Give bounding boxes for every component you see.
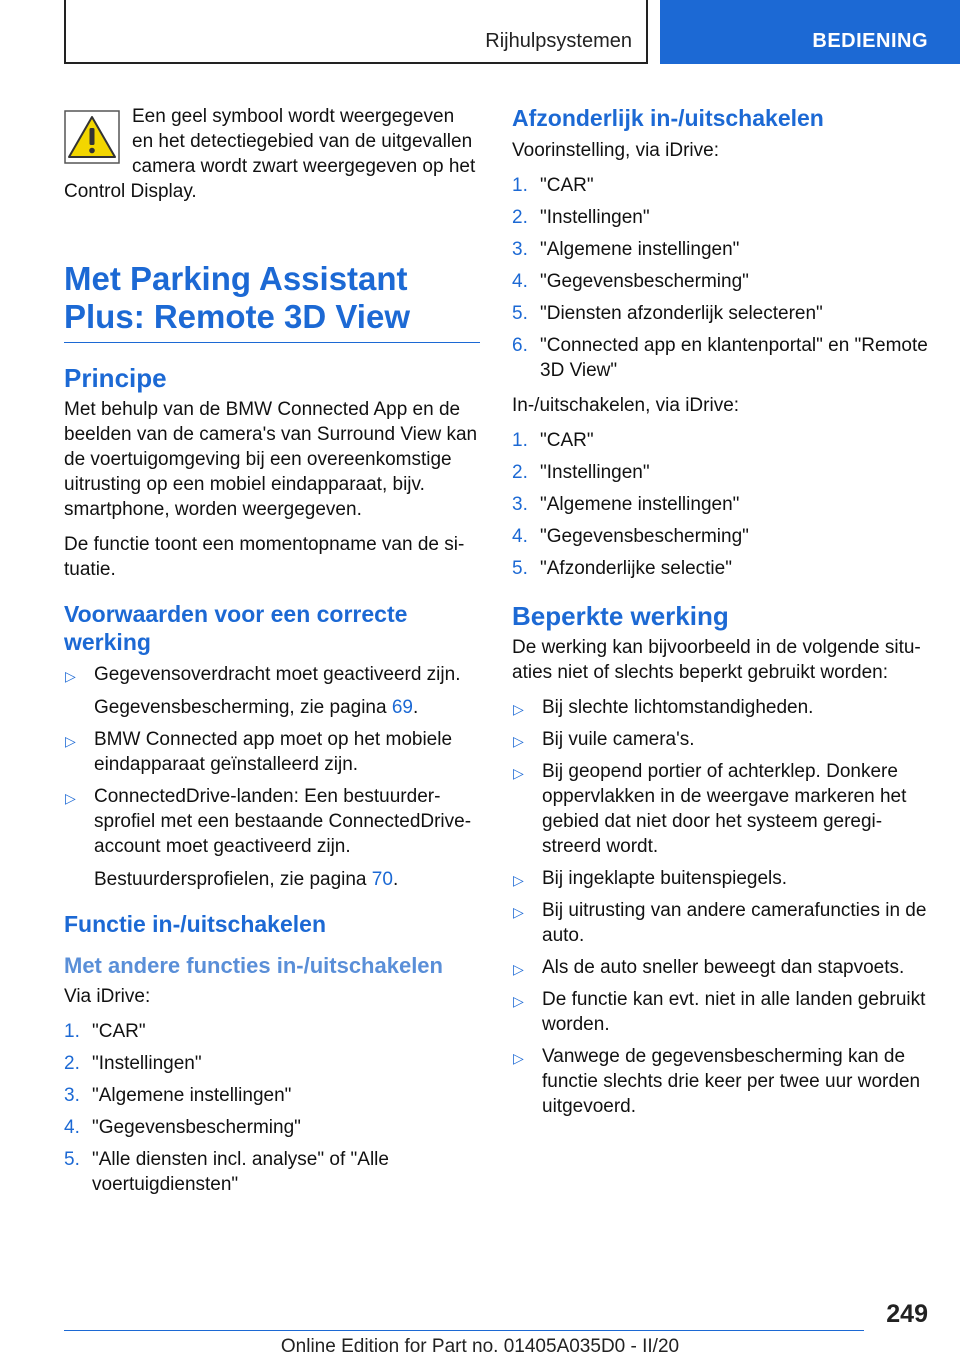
list-item — [64, 1083, 480, 1108]
step-text: "Instellingen" — [540, 462, 650, 483]
triangle-bullet-icon: ▷ — [513, 872, 524, 888]
list-item — [512, 301, 930, 326]
header-chapter-tab[interactable] — [660, 0, 960, 64]
list-item — [64, 784, 480, 892]
step-text: "Alle diensten incl. analyse" of "Alle voertuigdiensten" — [92, 1149, 389, 1195]
triangle-bullet-icon: ▷ — [513, 733, 524, 749]
list-item — [64, 1019, 480, 1044]
step-number: 5. — [512, 558, 528, 579]
toggle-steps — [512, 428, 930, 581]
list-item — [512, 492, 930, 517]
limited-intro: De werking kan bijvoorbeeld in de volgende situaties niet of slechts beperkt gebruikt worden: — [512, 637, 921, 683]
list-item-text: Vanwege de gegevensbescherming kan de functie slechts drie keer per twee uur worden uitgevoerd. — [542, 1046, 921, 1117]
triangle-bullet-icon: ▷ — [65, 668, 76, 684]
separately-heading: Afzonderlijk in-/uitschakelen — [512, 105, 824, 131]
page-number: 249 — [886, 1300, 928, 1328]
list-item — [512, 987, 930, 1037]
triangle-bullet-icon: ▷ — [513, 961, 524, 977]
page-link[interactable]: 70 — [371, 869, 393, 890]
step-text: "Gegevensbescherming" — [92, 1117, 301, 1138]
left-column — [64, 104, 480, 1207]
step-number: 5. — [64, 1149, 80, 1170]
step-number: 1. — [64, 1021, 80, 1042]
function-heading: Functie in-/uitschakelen — [64, 911, 326, 937]
limitations-list — [512, 695, 930, 1119]
step-text: "Algemene instellingen" — [92, 1085, 292, 1106]
list-item-text: Gegevensoverdracht moet geactiveerd zijn. — [94, 664, 461, 685]
list-item — [64, 1115, 480, 1140]
list-item-text: BMW Connected app moet op het mobiele eindapparaat geïnstalleerd zijn. — [94, 729, 453, 775]
limited-heading: Beperkte werking — [512, 601, 729, 631]
other-functions-intro: Via iDrive: — [64, 986, 151, 1007]
list-item — [64, 662, 480, 720]
right-column — [512, 104, 930, 1126]
list-item-text: Als de auto sneller beweegt dan stapvoets. — [542, 957, 905, 978]
step-number: 1. — [512, 175, 528, 196]
cross-reference-text: Bestuurdersprofielen, zie pagina — [94, 869, 372, 890]
step-number: 2. — [512, 462, 528, 483]
triangle-bullet-icon: ▷ — [513, 993, 524, 1009]
step-text: "Gegevensbescherming" — [540, 271, 749, 292]
step-number: 3. — [512, 494, 528, 515]
step-number: 6. — [512, 335, 528, 356]
step-number: 3. — [512, 239, 528, 260]
triangle-bullet-icon: ▷ — [513, 904, 524, 920]
requirements-list — [64, 662, 480, 892]
list-item — [512, 205, 930, 230]
list-item-text: De functie kan evt. niet in alle landen gebruikt worden. — [542, 989, 926, 1035]
warning-text: Een geel symbool wordt weergegeven en het detectiegebied van de uitgevallen camera wordt zwart weergegeven op het Control Display. — [64, 106, 476, 202]
toggle-intro: In-/uitschakelen, via iDrive: — [512, 395, 740, 416]
list-item — [64, 1147, 480, 1197]
principle-paragraph: De functie toont een momentopname van de situatie. — [64, 534, 465, 580]
list-item-text: Bij slechte lichtomstandigheden. — [542, 697, 814, 718]
step-number: 4. — [64, 1117, 80, 1138]
header-section-box — [64, 0, 648, 64]
list-item-text: Bij geopend portier of achterklep. Donkere oppervlakken in de weergave markeren het gebied dat niet door het systeem geregistreerd wordt. — [542, 761, 907, 857]
preset-steps — [512, 173, 930, 383]
list-item — [512, 269, 930, 294]
list-item — [64, 1051, 480, 1076]
step-text: "Gegevensbescherming" — [540, 526, 749, 547]
step-number: 3. — [64, 1085, 80, 1106]
list-item — [512, 727, 930, 752]
step-text: "Instellingen" — [92, 1053, 202, 1074]
step-number: 2. — [512, 207, 528, 228]
list-item — [512, 524, 930, 549]
list-item — [512, 955, 930, 980]
list-item — [512, 759, 930, 859]
list-item — [512, 428, 930, 453]
triangle-bullet-icon: ▷ — [65, 733, 76, 749]
list-item-text: Bij uitrusting van andere camerafuncties in de auto. — [542, 900, 927, 946]
list-item-text: ConnectedDrive-landen: Een bestuurdersprofiel met een bestaande ConnectedDrive-account moet geactiveerd zijn. — [94, 786, 472, 857]
list-item — [512, 237, 930, 262]
step-text: "CAR" — [540, 430, 594, 451]
list-item — [512, 173, 930, 198]
step-number: 5. — [512, 303, 528, 324]
cross-reference: Gegevensbescherming, zie pagina 69. — [94, 697, 419, 718]
step-number: 4. — [512, 271, 528, 292]
step-number: 4. — [512, 526, 528, 547]
other-functions-steps — [64, 1019, 480, 1197]
requirements-heading: Voorwaarden voor een correcte werking — [64, 601, 408, 655]
step-text: "Algemene instellingen" — [540, 494, 740, 515]
step-text: "CAR" — [540, 175, 594, 196]
footer-divider — [64, 1330, 864, 1331]
list-item — [64, 727, 480, 777]
list-item — [512, 556, 930, 581]
list-item — [512, 333, 930, 383]
step-text: "Algemene instellingen" — [540, 239, 740, 260]
step-text: "CAR" — [92, 1021, 146, 1042]
list-item — [512, 1044, 930, 1119]
list-item — [512, 695, 930, 720]
step-text: "Instellingen" — [540, 207, 650, 228]
warning-triangle-icon — [64, 110, 120, 164]
step-text: "Diensten afzonderlijk selecteren" — [540, 303, 823, 324]
step-number: 2. — [64, 1053, 80, 1074]
triangle-bullet-icon: ▷ — [513, 701, 524, 717]
other-functions-heading: Met andere functies in-/uitschakelen — [64, 953, 443, 978]
chapter-title: BEDIENING — [812, 30, 928, 52]
section-title: Rijhulpsystemen — [485, 30, 632, 52]
page-title: Met Parking Assistant Plus: Remote 3D View — [64, 260, 480, 343]
triangle-bullet-icon: ▷ — [65, 790, 76, 806]
list-item-text: Bij vuile camera's. — [542, 729, 695, 750]
principle-heading: Principe — [64, 363, 167, 393]
step-text: "Connected app en klantenportal" en "Remote 3D View" — [540, 335, 928, 381]
list-item — [512, 866, 930, 891]
list-item-text: Bij ingeklapte buitenspiegels. — [542, 868, 788, 889]
step-text: "Afzonderlijke selectie" — [540, 558, 732, 579]
cross-reference-text: Gegevensbescherming, zie pagina — [94, 697, 392, 718]
triangle-bullet-icon: ▷ — [513, 765, 524, 781]
triangle-bullet-icon: ▷ — [513, 1050, 524, 1066]
principle-paragraph: Met behulp van de BMW Connected App en de beelden van de camera's van Surround View kan de voertuigomgeving bij een overeenkomstige uitrusting op een mobiel eindapparaat, bijv. smartphone, worden weergegeven. — [64, 399, 478, 520]
list-item — [512, 898, 930, 948]
list-item — [512, 460, 930, 485]
step-number: 1. — [512, 430, 528, 451]
footer-edition: Online Edition for Part no. 01405A035D0 - II/20 — [280, 1336, 680, 1357]
page-link[interactable]: 69 — [391, 697, 413, 718]
cross-reference: Bestuurdersprofielen, zie pagina 70. — [94, 869, 399, 890]
preset-intro: Voorinstelling, via iDrive: — [512, 140, 719, 161]
